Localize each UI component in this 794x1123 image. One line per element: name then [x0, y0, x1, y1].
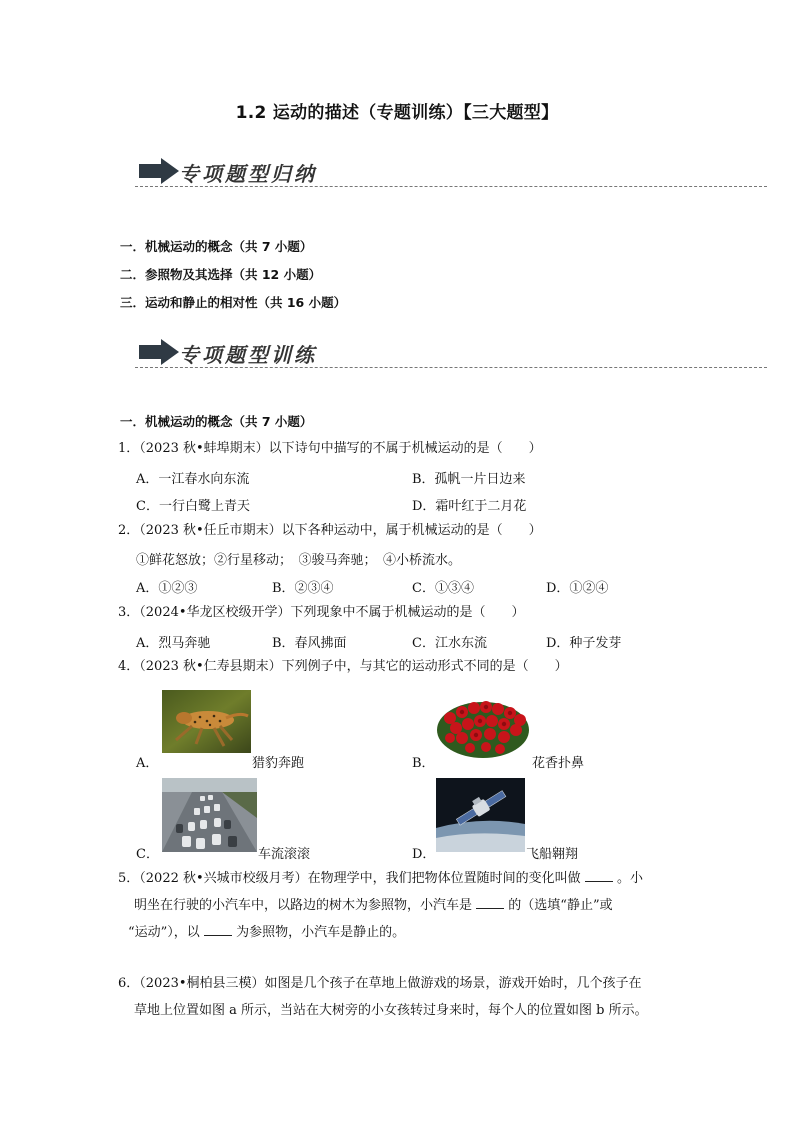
q3-option-c: C．江水东流 — [412, 636, 487, 651]
question-6-line-1: 6．（2023•桐柏县三模）如图是几个孩子在草地上做游戏的场景，游戏开始时，几个孩子在 — [118, 976, 642, 991]
q2-option-d: D．①②④ — [546, 581, 609, 596]
q4-option-a-letter: A． — [136, 756, 159, 771]
toc-item-1: 一．机械运动的概念（共 7 小题） — [120, 239, 313, 254]
q1-option-a: A．一江春水向东流 — [136, 472, 250, 487]
q2-option-a: A．①②③ — [136, 581, 198, 596]
banner-label: 专项题型归纳 — [179, 162, 317, 186]
q4-option-d-letter: D． — [412, 847, 436, 862]
toc-item-2: 二．参照物及其选择（共 12 小题） — [120, 267, 322, 282]
q5-text: 明坐在行驶的小汽车中，以路边的树木为参照物，小汽车是 — [134, 898, 473, 913]
roses-image — [436, 688, 531, 761]
page-title: 1.2 运动的描述（专题训练）【三大题型】 — [235, 103, 559, 123]
question-4-stem: 4．（2023 秋•仁寿县期末）下列例子中，与其它的运动形式不同的是（ ） — [118, 659, 568, 674]
toc-item-3: 三．运动和静止的相对性（共 16 小题） — [120, 295, 347, 310]
q1-option-b: B．孤帆一片日边来 — [412, 472, 526, 487]
question-6-line-2: 草地上位置如图 a 所示，当站在大树旁的小女孩转过身来时，每个人的位置如图 b 所示。 — [134, 1003, 648, 1018]
q2-statements: ①鲜花怒放；②行星移动； ③骏马奔驰； ④小桥流水。 — [136, 553, 462, 568]
q4-option-c-caption: 车流滚滚 — [258, 847, 311, 862]
cheetah-image — [162, 690, 251, 753]
question-3-stem: 3．（2024•华龙区校级开学）下列现象中不属于机械运动的是（ ） — [118, 605, 525, 620]
dashed-divider — [135, 367, 767, 368]
question-5-line-1 — [118, 869, 643, 888]
question-5-line-2 — [134, 896, 613, 915]
question-1-stem: 1．（2023 秋•蚌埠期末）以下诗句中描写的不属于机械运动的是（ ） — [118, 441, 542, 456]
q3-option-a: A．烈马奔驰 — [136, 636, 211, 651]
section-heading: 一．机械运动的概念（共 7 小题） — [120, 414, 313, 429]
question-2-stem: 2．（2023 秋•任丘市期末）以下各种运动中，属于机械运动的是（ ） — [118, 523, 542, 538]
arrow-icon — [139, 158, 179, 184]
q4-option-b-caption: 花香扑鼻 — [532, 756, 585, 771]
q5-text: 为参照物，小汽车是静止的。 — [236, 925, 406, 940]
q4-option-d-caption: 飞船翱翔 — [526, 847, 579, 862]
banner-label: 专项题型训练 — [179, 343, 317, 367]
q1-option-d: D．霜叶红于二月花 — [412, 499, 527, 514]
section-banner-training — [135, 334, 767, 370]
q3-option-b: B．春风拂面 — [272, 636, 347, 651]
q2-option-c: C．①③④ — [412, 581, 474, 596]
q2-option-b: B．②③④ — [272, 581, 334, 596]
q4-option-b-letter: B． — [412, 756, 435, 771]
traffic-image — [162, 778, 257, 852]
q5-text: 5．（2022 秋•兴城市校级月考）在物理学中，我们把物体位置随时间的变化叫做 — [118, 871, 581, 886]
q5-blank-2[interactable] — [476, 896, 504, 909]
q5-text: “运动”），以 — [128, 925, 200, 940]
spacecraft-image — [436, 778, 525, 852]
q5-text: 。小 — [616, 871, 643, 886]
section-banner-summary — [135, 153, 767, 189]
q5-blank-3[interactable] — [204, 923, 232, 936]
q3-option-d: D．种子发芽 — [546, 636, 622, 651]
question-5-line-3 — [128, 923, 405, 942]
dashed-divider — [135, 186, 767, 187]
q5-text: 的（选填“静止”或 — [508, 898, 613, 913]
q4-option-c-letter: C． — [136, 847, 159, 862]
q5-blank-1[interactable] — [585, 869, 613, 882]
q1-option-c: C．一行白鹭上青天 — [136, 499, 250, 514]
arrow-icon — [139, 339, 179, 365]
q4-option-a-caption: 猎豹奔跑 — [252, 756, 305, 771]
